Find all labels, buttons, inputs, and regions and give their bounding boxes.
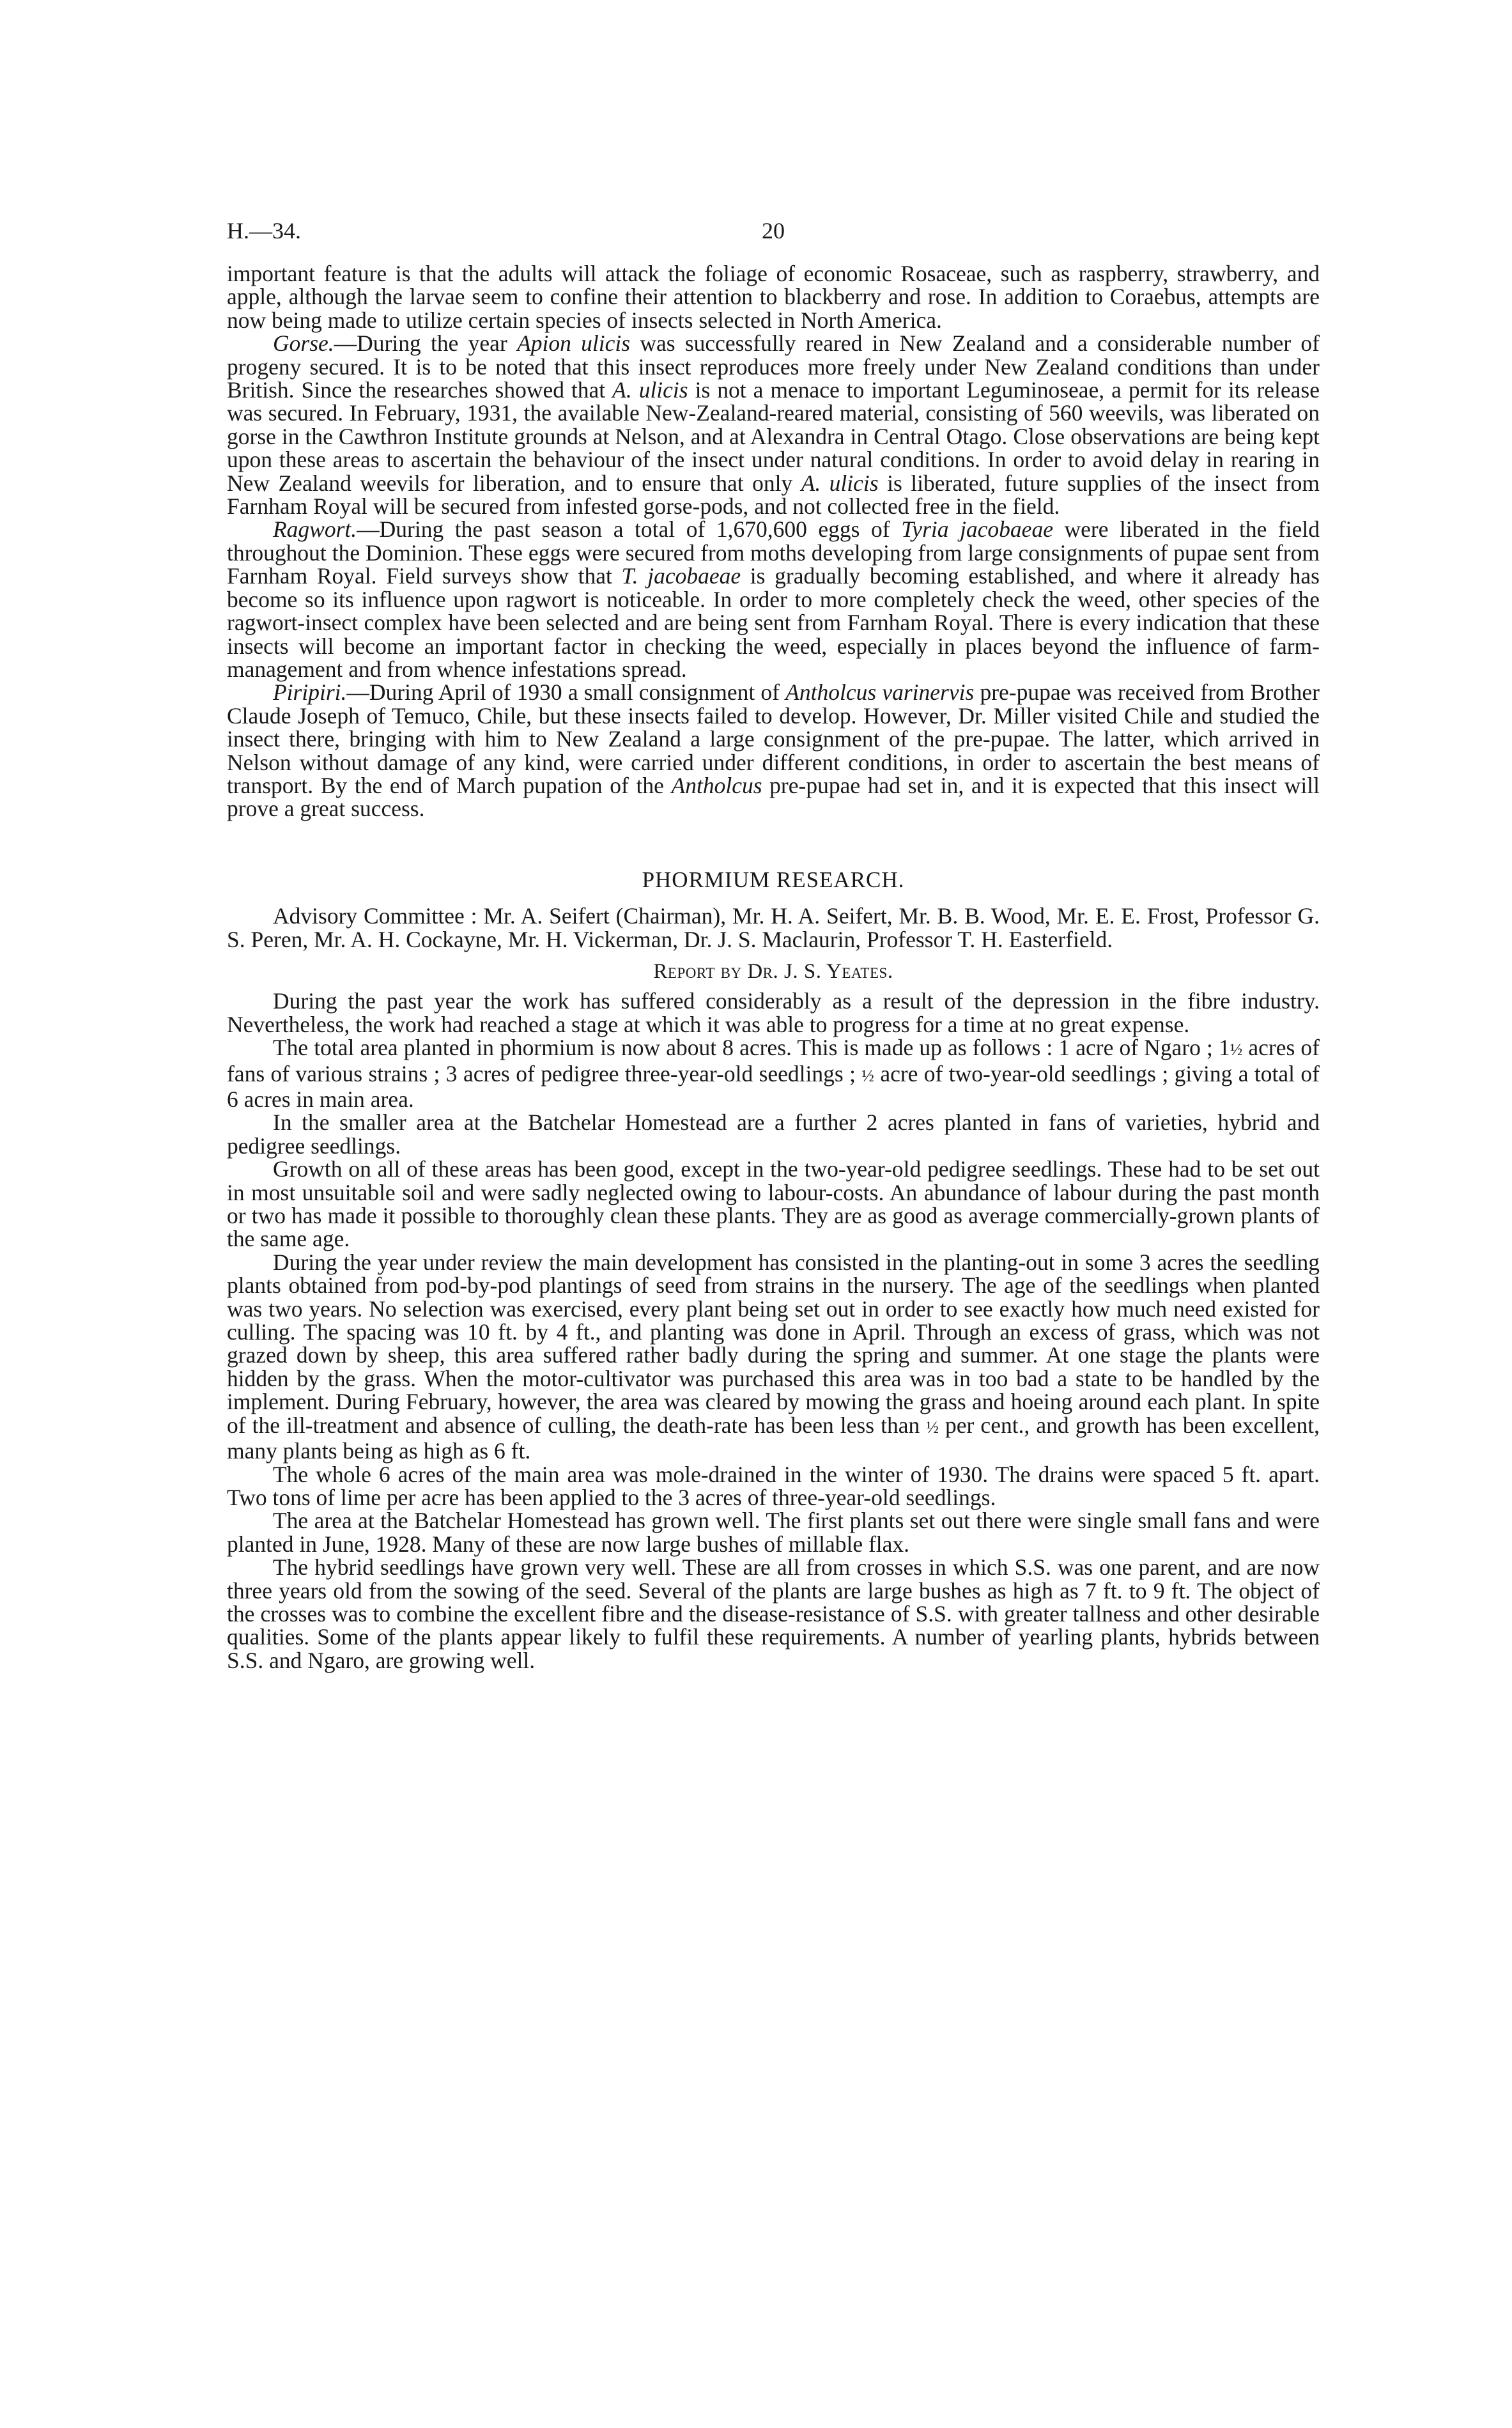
gorse-label: Gorse.: [273, 330, 334, 357]
advisory-committee: Advisory Committee : Mr. A. Seifert (Chairman), Mr. H. A. Seifert, Mr. B. B. Wood, Mr. E. E. Frost, Professor G. S. Peren, Mr. A. H. Cockayne, Mr. H. Vickerman, Dr. J. S. Maclaurin, Professor T. H. Easterfield.: [227, 903, 1320, 952]
fraction-half: ½: [861, 1066, 874, 1085]
document-page: [227, 217, 1320, 1672]
ragwort-paragraph: Ragwort.—During the past season a total of 1,670,600 eggs of Tyria jacobaeae were liberated in the field throughout the Dominion. These eggs were secured from moths developing from large consignments of pupae sent from Farnham Royal. Field surveys show that T. jacobaeae is gradually becoming established, and where it already has become so its influence upon ragwort is noticeable. In order to more completely check the weed, other species of the ragwort-insect complex have been selected and are being sent from Farnham Royal. There is every indication that these insects will become an important factor in checking the weed, especially in places beyond the influence of farm-management and from whence infestations spread.: [227, 516, 1320, 682]
piripiri-paragraph: Piripiri.—During April of 1930 a small consignment of Antholcus varinervis pre-pupae was received from Brother Claude Joseph of Temuco, Chile, but these insects failed to develop. However, Dr. Miller visited Chile and studied the insect there, bringing with him to New Zealand a large consignment of the pre-pupae. The latter, which arrived in Nelson without damage of any kind, were carried under different conditions, in order to ascertain the best means of transport. By the end of March pupation of the Antholcus pre-pupae had set in, and it is expected that this insect will prove a great success.: [227, 679, 1320, 822]
phormium-paragraph-1: During the past year the work has suffered considerably as a result of the depression in the fibre industry. Nevertheless, the work had reached a stage at which it was able to progress for a time at no great expense.: [227, 988, 1320, 1037]
phormium-paragraph-3: In the smaller area at the Batchelar Homestead are a further 2 acres planted in fans of varieties, hybrid and pedigree seedlings.: [227, 1110, 1320, 1159]
section-heading-phormium: PHORMIUM RESEARCH.: [642, 867, 905, 892]
body-text: [227, 262, 1320, 1672]
phormium-paragraph-7: The area at the Batchelar Homestead has grown well. The first plants set out there were single small fans and were planted in June, 1928. Many of these are now large bushes of millable flax.: [227, 1508, 1320, 1557]
piripiri-label: Piripiri.: [273, 679, 347, 706]
phormium-paragraph-8: The hybrid seedlings have grown very well. These are all from crosses in which S.S. was one parent, and are now three years old from the sowing of the seed. Several of the plants are large bushes as high as 7 ft. to 9 ft. The object of the crosses was to combine the excellent fibre and the disease-resistance of S.S. with greater tallness and other desirable qualities. Some of the plants appear likely to fulfil these requirements. A number of yearling plants, hybrids between S.S. and Ngaro, are growing well.: [227, 1554, 1320, 1673]
gorse-paragraph: Gorse.—During the year Apion ulicis was successfully reared in New Zealand and a considerable number of progeny secured. It is to be noted that this insect reproduces more freely under New Zealand conditions than under British. Since the researches showed that A. ulicis is not a menace to important Leguminoseae, a permit for its release was secured. In February, 1931, the available New-Zealand-reared material, consisting of 560 weevils, was liberated on gorse in the Cawthron Institute grounds at Nelson, and at Alexandra in Central Otago. Close observations are being kept upon these areas to ascertain the behaviour of the insect under natural conditions. In order to avoid delay in rearing in New Zealand weevils for liberation, and to ensure that only A. ulicis is liberated, future supplies of the insect from Farnham Royal will be secured from infested gorse-pods, and not collected free in the field.: [227, 330, 1320, 520]
page-header: [227, 217, 1320, 262]
intro-paragraph: important feature is that the adults will attack the foliage of economic Rosaceae, such as raspberry, strawberry, and apple, although the larvae seem to confine their attention to blackberry and rose. In addition to Coraebus, attempts are now being made to utilize certain species of insects selected in North America.: [227, 261, 1320, 333]
fraction-half: ½: [926, 1418, 939, 1437]
phormium-paragraph-6: The whole 6 acres of the main area was mole-drained in the winter of 1930. The drains were spaced 5 ft. apart. Two tons of lime per acre has been applied to the 3 acres of three-year-old seedlings.: [227, 1461, 1320, 1510]
fraction-half: ½: [1230, 1040, 1243, 1060]
report-heading: Report by Dr. J. S. Yeates.: [653, 959, 893, 983]
phormium-paragraph-4: Growth on all of these areas has been good, except in the two-year-old pedigree seedlings. These had to be set out in most unsuitable soil and were sadly neglected owing to labour-costs. An abundance of labour during the past month or two has made it possible to thoroughly clean these plants. They are as good as average commercially-grown plants of the same age.: [227, 1156, 1320, 1252]
document-reference: H.—34.: [227, 218, 301, 244]
phormium-paragraph-2: The total area planted in phormium is now about 8 acres. This is made up as follows : 1 acre of Ngaro ; 1½ acres of fans of various strains ; 3 acres of pedigree three-year-old seedlings ; ½ acre of two-year-old seedlings ; giving a total of 6 acres in main area.: [227, 1035, 1320, 1112]
ragwort-label: Ragwort.: [273, 516, 357, 543]
phormium-paragraph-5: During the year under review the main development has consisted in the planting-out in some 3 acres the seedling plants obtained from pod-by-pod plantings of seed from strains in the nursery. The age of the seedlings when planted was two years. No selection was exercised, every plant being set out in order to see exactly how much need existed for culling. The spacing was 10 ft. by 4 ft., and planting was done in April. Through an excess of grass, which was not grazed down by sheep, this area suffered rather badly during the spring and summer. At one stage the plants were hidden by the grass. When the motor-cultivator was purchased this area was in too bad a state to be handled by the implement. During February, however, the area was cleared by mowing the grass and hoeing around each plant. In spite of the ill-treatment and absence of culling, the death-rate has been less than ½ per cent., and growth has been excellent, many plants being as high as 6 ft.: [227, 1249, 1320, 1464]
page-number: 20: [762, 218, 785, 244]
